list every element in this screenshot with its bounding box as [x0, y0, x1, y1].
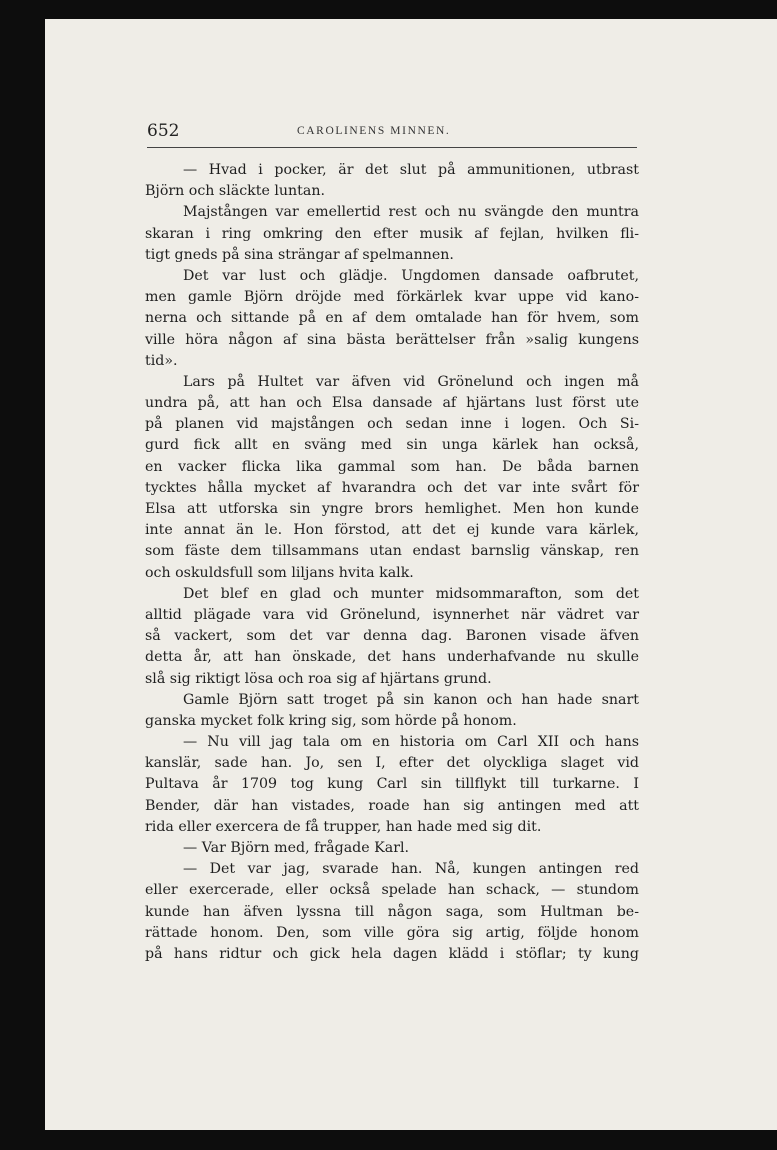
text-line: på planen vid majstången och sedan inne i logen. Och Si-	[145, 416, 639, 433]
running-title: CAROLINENS MINNEN.	[297, 125, 451, 137]
text-line: eller exercerade, eller också spelade han schack, — stundom	[145, 882, 639, 899]
text-line: gurd fick allt en sväng med sin unga kärlek han också,	[145, 437, 639, 454]
text-line: men gamle Björn dröjde med förkärlek kvar uppe vid kano-	[145, 289, 639, 306]
text-line: tigt gneds på sina strängar af spelmannen.	[145, 246, 454, 263]
text-line: Bender, där han vistades, roade han sig antingen med att	[145, 797, 639, 814]
text-line: undra på, att han och Elsa dansade af hjärtans lust först ute	[145, 395, 639, 412]
text-line: Det blef en glad och munter midsommarafton, som det	[183, 585, 639, 602]
text-line: detta år, att han önskade, det hans underhafvande nu skulle	[145, 649, 639, 666]
text-line: Lars på Hultet var äfven vid Grönelund och ingen må	[183, 373, 639, 390]
text-line: som fäste dem tillsammans utan endast barnslig vänskap, ren	[145, 543, 639, 560]
text-line: kanslär, sade han. Jo, sen I, efter det olyckliga slaget vid	[145, 755, 639, 772]
text-line: ville höra någon af sina bästa berättelser från »salig kungens	[145, 331, 639, 348]
text-line: skaran i ring omkring den efter musik af fejlan, hvilken fli-	[145, 225, 639, 242]
text-line: — Nu vill jag tala om en historia om Carl XII och hans	[183, 734, 639, 751]
text-line: slå sig riktigt lösa och roa sig af hjärtans grund.	[145, 670, 492, 687]
text-line: — Var Björn med, frågade Karl.	[183, 840, 410, 856]
text-line: kunde han äfven lyssna till någon saga, som Hultman be-	[145, 903, 639, 920]
body-text	[145, 160, 639, 965]
text-line: tycktes hålla mycket af hvarandra och det var inte svårt för	[145, 479, 639, 496]
text-line: Det var lust och glädje. Ungdomen dansade oafbrutet,	[183, 267, 639, 284]
page-header	[147, 107, 637, 148]
text-line: tid».	[145, 352, 178, 369]
text-line: och oskuldsfull som liljans hvita kalk.	[145, 564, 414, 581]
page-number: 652	[147, 121, 180, 141]
text-line: Björn och släckte luntan.	[145, 183, 325, 200]
text-line: rida eller exercera de få trupper, han hade med sig dit.	[145, 818, 542, 835]
text-line: så vackert, som det var denna dag. Baronen visade äfven	[145, 628, 639, 645]
text-line: Pultava år 1709 tog kung Carl sin tillflykt till turkarne. I	[145, 776, 639, 793]
text-line: Elsa att utforska sin yngre brors hemlighet. Men hon kunde	[145, 501, 639, 517]
text-line: nerna och sittande på en af dem omtalade han för hvem, som	[145, 310, 639, 327]
text-line: inte annat än le. Hon förstod, att det ej kunde vara kärlek,	[145, 522, 639, 539]
text-line: ganska mycket folk kring sig, som hörde på honom.	[145, 712, 517, 729]
text-line: Majstången var emellertid rest och nu svängde den muntra	[183, 204, 639, 221]
text-line: Gamle Björn satt troget på sin kanon och han hade snart	[183, 691, 639, 708]
text-line: på hans ridtur och gick hela dagen klädd i stöflar; ty kung	[145, 945, 639, 962]
text-line: rättade honom. Den, som ville göra sig artig, följde honom	[145, 924, 639, 941]
text-line: en vacker flicka lika gammal som han. De båda barnen	[145, 458, 639, 475]
text-line: alltid plägade vara vid Grönelund, isynnerhet när vädret var	[145, 606, 639, 623]
text-line: — Det var jag, svarade han. Nå, kungen antingen red	[183, 861, 639, 878]
text-line: — Hvad i pocker, är det slut på ammunitionen, utbrast	[183, 162, 639, 178]
